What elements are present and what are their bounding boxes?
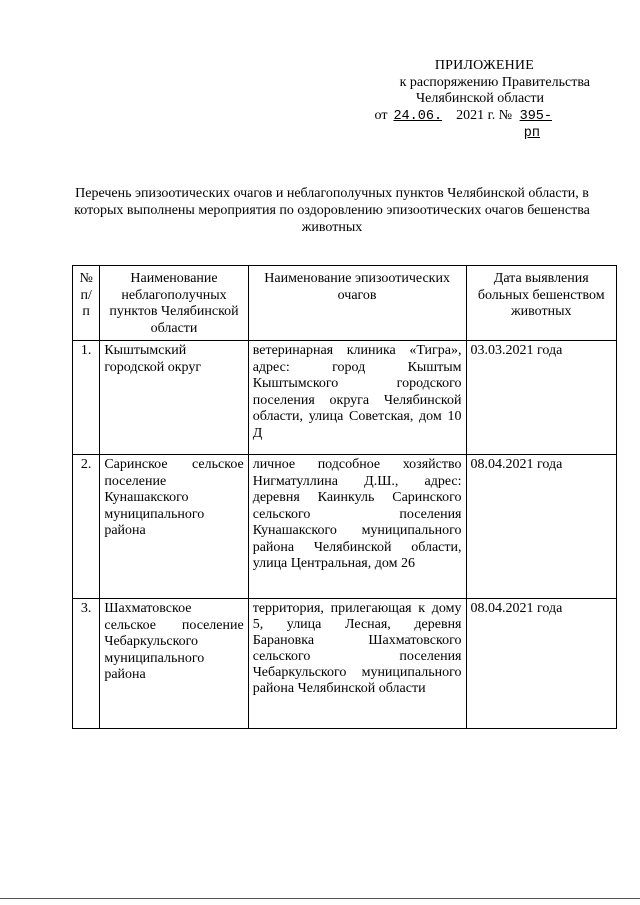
table-header-row — [73, 266, 617, 341]
table-row — [73, 599, 617, 729]
row-date: 08.04.2021 года — [466, 455, 617, 599]
header-date: Дата выявления больных бешенством животных — [466, 266, 617, 341]
date-prefix: от — [374, 107, 388, 123]
decree-number: 395-рп — [519, 108, 552, 141]
foci-table — [72, 265, 617, 729]
scan-bottom-edge — [0, 898, 640, 899]
row-date: 03.03.2021 года — [466, 341, 617, 455]
row-focus: территория, прилегающая к дому 5, улица Лесная, деревня Барановка Шахматовского сельского поселения Чебаркульского муниципального района Челябинской области — [248, 599, 466, 729]
row-point: Саринское сельское поселение Кунашакского муниципального района — [100, 455, 248, 599]
table-row — [73, 341, 617, 455]
row-num: 2. — [73, 455, 100, 599]
header-point: Наименование неблагополучных пунктов Челябинской области — [100, 266, 248, 341]
appendix-decree-line: к распоряжению Правительства — [399, 74, 590, 90]
row-num: 1. — [73, 341, 100, 455]
header-focus: Наименование эпизоотических очагов — [248, 266, 466, 341]
appendix-date-line — [352, 108, 592, 143]
appendix-region-line: Челябинской области — [416, 91, 544, 106]
row-date: 08.04.2021 года — [466, 599, 617, 729]
header-num: № п/п — [73, 266, 100, 341]
row-num: 3. — [73, 599, 100, 729]
row-focus: ветеринарная клиника «Тигра», адрес: город Кыштым Кыштымского городского поселения округа Челябинской области, улица Советская, дом 10 Д — [248, 341, 466, 455]
row-point: Шахматовское сельское поселение Чебаркульского муниципального района — [100, 599, 248, 729]
row-point: Кыштымский городской округ — [100, 341, 248, 455]
document-heading: Перечень эпизоотических очагов и неблагополучных пунктов Челябинской области, в которых выполнены мероприятия по оздоровлению эпизоотических очагов бешенства животных — [74, 186, 590, 235]
row-focus: личное подсобное хозяйство Нигматуллина Д.Ш., адрес: деревня Каинкуль Саринского сельского поселения Кунашакского муниципального района Челябинской области, улица Центральная, дом 26 — [248, 455, 466, 599]
appendix-block — [352, 58, 592, 143]
table-row — [73, 455, 617, 599]
appendix-title: ПРИЛОЖЕНИЕ — [434, 58, 534, 73]
decree-year: 2021 г. № — [456, 107, 513, 123]
decree-date: 24.06. — [393, 108, 443, 124]
